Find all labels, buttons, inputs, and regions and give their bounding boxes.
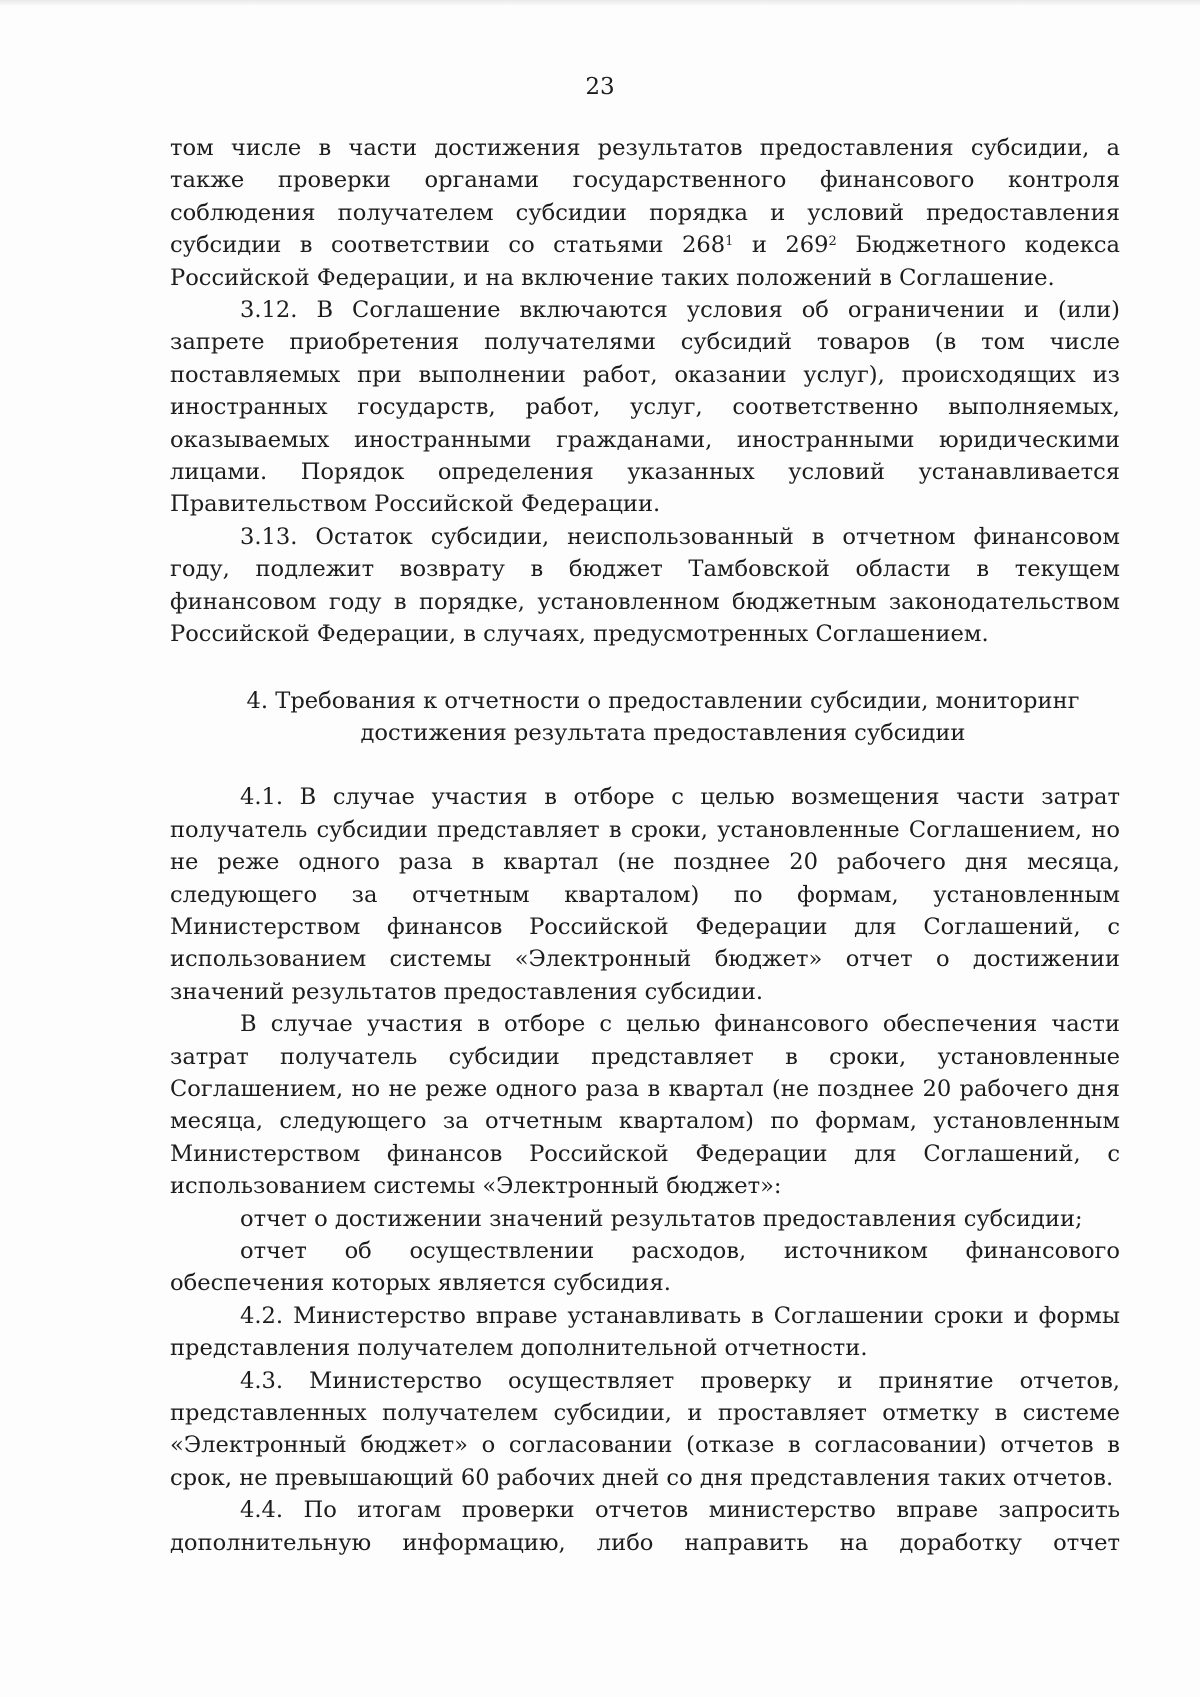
section-4-heading	[170, 685, 1120, 750]
paragraph-3-12: 3.12. В Соглашение включаются условия об ограничении и (или) запрете приобретения получателями субсидий товаров (в том числе поставляемых при выполнении работ, оказании услуг), происходящих из иностранных государств, работ, услуг, соответственно выполняемых, оказываемых иностранными гражданами, иностранными юридическими лицами. Порядок определения указанных условий устанавливается Правительством Российской Федерации.	[170, 297, 1120, 518]
scan-edge	[0, 0, 1200, 6]
paragraph-4-1-report-results: отчет о достижении значений результатов предоставления субсидии;	[240, 1205, 1083, 1232]
intro-text-part2: и 269	[733, 232, 829, 259]
document-body	[170, 132, 1120, 1559]
paragraph-4-1-report-expenses: отчет об осуществлении расходов, источником финансового обеспечения которых является субсидия.	[170, 1238, 1120, 1297]
intro-text-part1: том числе в части достижения результатов предоставления субсидии, а также проверки органами государственного финансового контроля соблюдения получателем субсидии порядка и условий предоставления субсидии в соответствии со статьями 268	[170, 135, 1120, 259]
superscript-1: 1	[725, 234, 734, 250]
section-4-heading-line-2: достижения результата предоставления субсидии	[360, 719, 966, 746]
intro-text-part3: Бюджетного кодекса Российской Федерации, и на включение таких положений в Соглашение.	[170, 232, 1120, 291]
paragraph-3-13: 3.13. Остаток субсидии, неиспользованный в отчетном финансовом году, подлежит возврату в бюджет Тамбовской области в текущем финансовом году в порядке, установленном бюджетным законодательством Российской Федерации, в случаях, предусмотренных Соглашением.	[170, 523, 1120, 648]
paragraph-4-1: 4.1. В случае участия в отборе с целью возмещения части затрат получатель субсидии представляет в сроки, установленные Соглашением, но не реже одного раза в квартал (не позднее 20 рабочего дня месяца, следующего за отчетным кварталом) по формам, установленным Министерством финансов Российской Федерации для Соглашений, с использованием системы «Электронный бюджет» отчет о достижении значений результатов предоставления субсидии.	[170, 784, 1120, 1005]
paragraph-intro	[170, 132, 1120, 294]
section-4-heading-line-1: 4. Требования к отчетности о предоставлении субсидии, мониторинг	[246, 687, 1080, 714]
superscript-2: 2	[828, 234, 837, 250]
paragraph-4-4: 4.4. По итогам проверки отчетов министерство вправе запросить дополнительную информацию, либо направить на доработку отчет	[170, 1497, 1120, 1556]
paragraph-4-3: 4.3. Министерство осуществляет проверку и принятие отчетов, представленных получателем субсидии, и проставляет отметку в системе «Электронный бюджет» о согласовании (отказе в согласовании) отчетов в срок, не превышающий 60 рабочих дней со дня представления таких отчетов.	[170, 1367, 1120, 1491]
paragraph-4-2: 4.2. Министерство вправе устанавливать в Соглашении сроки и формы представления получателем дополнительной отчетности.	[170, 1302, 1120, 1362]
page-number: 23	[585, 74, 615, 100]
paragraph-4-1-financing: В случае участия в отборе с целью финансового обеспечения части затрат получатель субсидии представляет в сроки, установленные Соглашением, но не реже одного раза в квартал (не позднее 20 рабочего дня месяца, следующего за отчетным кварталом) по формам, установленным Министерством финансов Российской Федерации для Соглашений, с использованием системы «Электронный бюджет»:	[170, 1011, 1120, 1200]
